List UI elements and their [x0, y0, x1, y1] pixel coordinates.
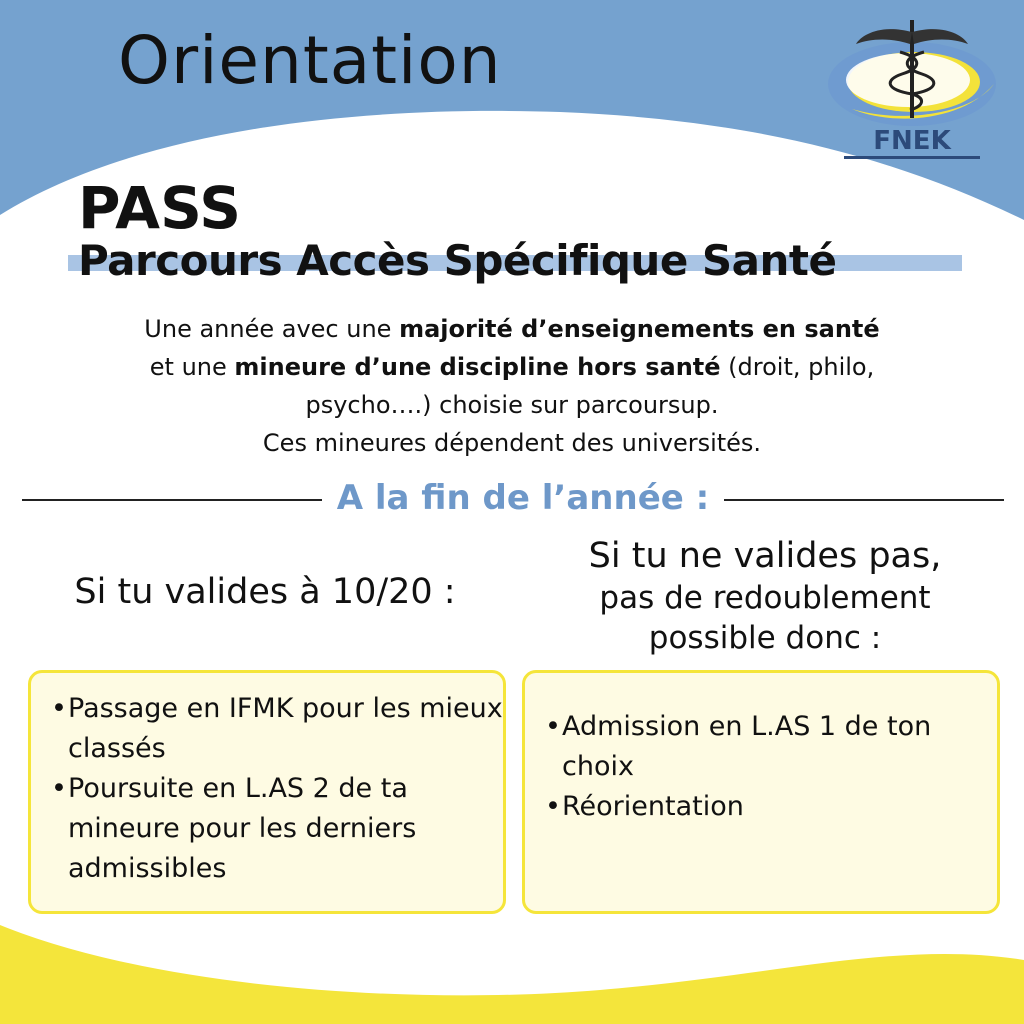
- pass-title: PASS: [78, 174, 242, 242]
- divider-left: [22, 499, 322, 501]
- list-item: • Admission en L.AS 1 de ton choix: [545, 711, 932, 782]
- intro-paragraph: [40, 310, 984, 462]
- pass-subtitle: Parcours Accès Spécifique Santé: [78, 236, 837, 285]
- intro-line-2: et une mineure d’une discipline hors santé (droit, philo,: [149, 353, 875, 381]
- divider-right: [724, 499, 1004, 501]
- right-column-heading: Si tu ne valides pas, pas de redoublement possible donc :: [588, 536, 942, 656]
- left-column-heading: Si tu valides à 10/20 :: [74, 572, 456, 612]
- intro-line-4: Ces mineures dépendent des universités.: [262, 429, 762, 457]
- intro-line-1: Une année avec une majorité d’enseignements en santé: [144, 315, 880, 343]
- logo-text: FNEK: [873, 126, 951, 156]
- list-item: • Réorientation: [545, 791, 744, 822]
- list-item: • Passage en IFMK pour les mieux classés: [51, 693, 503, 764]
- bottom-yellow-wave: [0, 925, 1024, 1024]
- intro-line-3: psycho….) choisie sur parcoursup.: [305, 391, 719, 419]
- left-outcome-list: [31, 689, 503, 889]
- left-outcome-card: [28, 670, 506, 914]
- header-title: Orientation: [118, 22, 502, 99]
- right-outcome-card: [522, 670, 1000, 914]
- right-outcome-list: [525, 707, 997, 827]
- section-heading: A la fin de l’année :: [336, 478, 710, 518]
- list-item: • Poursuite en L.AS 2 de ta mineure pour les derniers admissibles: [51, 773, 417, 884]
- fnek-logo: [822, 14, 1002, 164]
